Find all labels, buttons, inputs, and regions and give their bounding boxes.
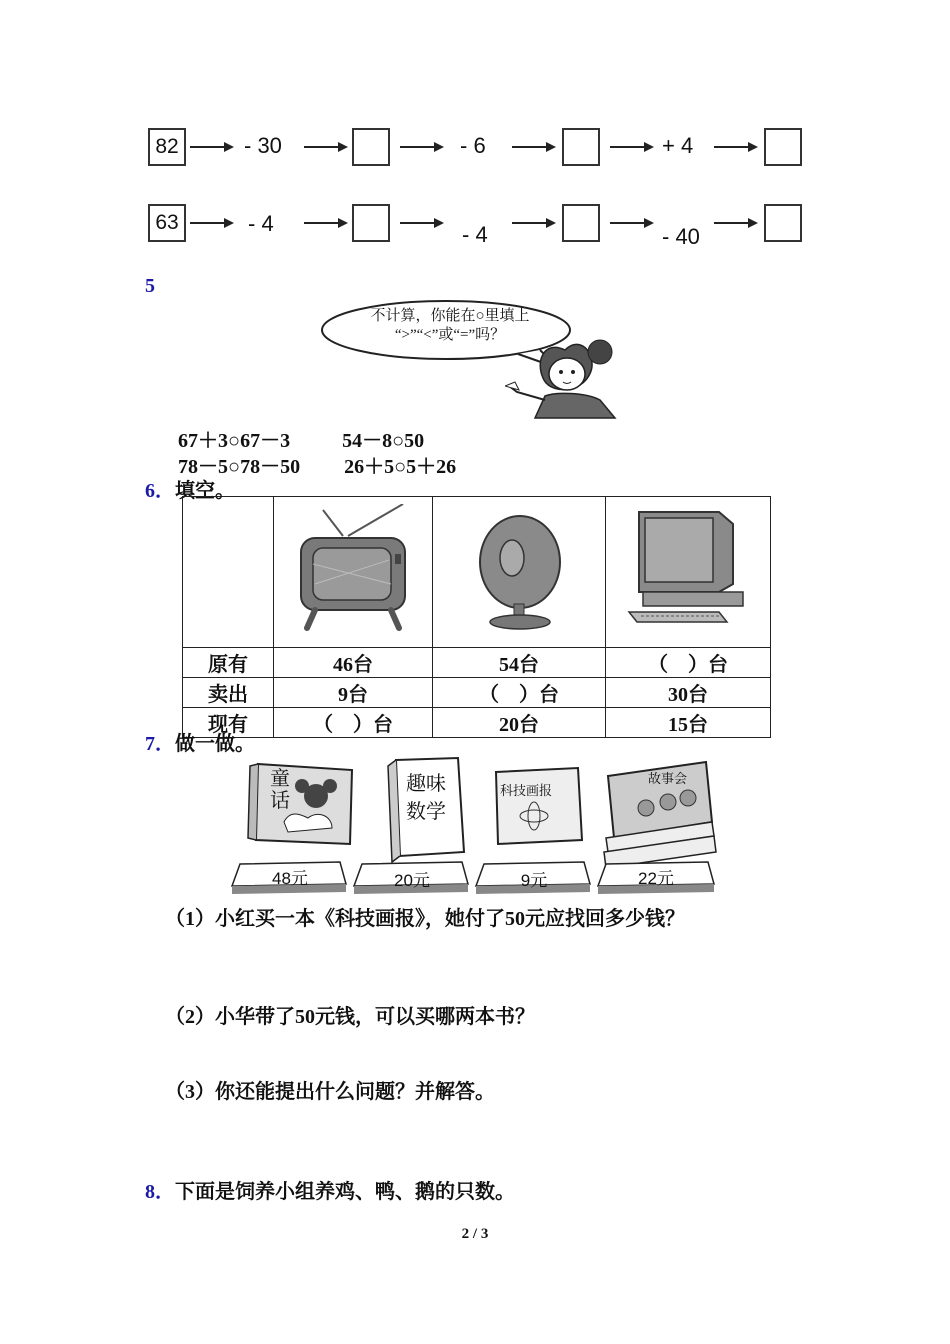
arrow-icon: [190, 138, 234, 156]
arrow-icon: [304, 214, 348, 232]
tv-icon: [293, 504, 413, 634]
question-7-heading: 7．做一做。: [145, 733, 255, 755]
price-tag: 48元: [272, 869, 308, 888]
table-cell[interactable]: （ ）台: [274, 708, 433, 738]
operation-label: - 30: [244, 133, 282, 158]
arrow-icon: [190, 214, 234, 232]
operation-label: + 4: [662, 133, 694, 158]
row-label: 现有: [183, 708, 274, 738]
operation-label: - 4: [462, 222, 488, 247]
answer-box[interactable]: [764, 204, 802, 242]
book-cover-title: 童话: [270, 768, 290, 812]
table-cell: 20台: [433, 708, 606, 738]
question-number: 7: [145, 733, 155, 755]
arrow-icon: [304, 138, 348, 156]
chain-start-box: 82: [148, 128, 186, 166]
answer-box[interactable]: [352, 204, 390, 242]
row-label: 原有: [183, 648, 274, 678]
table-cell: [183, 497, 274, 648]
fan-icon: [464, 504, 574, 634]
operation-label: - 4: [248, 211, 274, 236]
arrow-icon: [610, 138, 654, 156]
answer-box[interactable]: [352, 128, 390, 166]
question-number: 6: [145, 480, 155, 502]
arrow-icon: [610, 214, 654, 232]
table-cell: 15台: [606, 708, 771, 738]
table-cell: [274, 497, 433, 648]
row-label: 卖出: [183, 678, 274, 708]
question-item: （1）小红买一本《科技画报》，她付了50元应找回多少钱？: [165, 908, 685, 930]
comparison-item: 78－5○78－50: [178, 456, 301, 478]
arrow-icon: [512, 214, 556, 232]
girl-illustration: [505, 330, 630, 420]
operation-label: - 6: [460, 133, 486, 158]
speech-line: 不计算，你能在○里填上: [370, 308, 530, 324]
table-cell[interactable]: （ ）台: [433, 678, 606, 708]
arrow-icon: [714, 138, 758, 156]
table-cell[interactable]: （ ）台: [606, 648, 771, 678]
fill-table: [182, 496, 771, 738]
table-cell: [433, 497, 606, 648]
speech-line: “>”“<”或“=”吗？: [394, 327, 506, 343]
question-6-heading: 6．填空。: [145, 480, 235, 502]
table-cell: 9台: [274, 678, 433, 708]
question-number: 8: [145, 1181, 155, 1203]
question-item: （3）你还能提出什么问题？并解答。: [165, 1081, 495, 1103]
arrow-icon: [512, 138, 556, 156]
book-cover-title: 故事会: [648, 771, 688, 786]
answer-box[interactable]: [764, 128, 802, 166]
table-cell: [606, 497, 771, 648]
table-row: [183, 497, 771, 648]
book-cover-title: 科技画报: [500, 783, 553, 798]
answer-box[interactable]: [562, 204, 600, 242]
table-cell: 30台: [606, 678, 771, 708]
question-title: 下面是饲养小组养鸡、鸭、鹅的只数。: [175, 1181, 515, 1203]
table-cell: 46台: [274, 648, 433, 678]
operation-label: - 40: [662, 224, 700, 249]
question-title: 填空。: [175, 480, 235, 502]
chain-start-box: 63: [148, 204, 186, 242]
comparison-item: 67＋3○67－3: [178, 430, 291, 452]
book-cover-title: 趣味数学: [406, 773, 446, 823]
answer-box[interactable]: [562, 128, 600, 166]
comparison-row-1: [178, 424, 424, 453]
question-8-heading: 8．下面是饲养小组养鸡、鸭、鹅的只数。: [145, 1181, 515, 1203]
arrow-icon: [400, 138, 444, 156]
table-row: [183, 708, 771, 738]
price-tag: 22元: [638, 869, 674, 888]
question-item: （2）小华带了50元钱，可以买哪两本书？: [165, 1006, 535, 1028]
arrow-icon: [714, 214, 758, 232]
table-row: [183, 678, 771, 708]
question-title: 做一做。: [175, 733, 255, 755]
table-row: [183, 648, 771, 678]
page-number: 2 / 3: [461, 1226, 489, 1242]
price-tag: 9元: [520, 871, 548, 890]
question-number: 5: [145, 275, 155, 297]
comparison-item: 54－8○50: [342, 430, 425, 452]
arrow-icon: [400, 214, 444, 232]
computer-icon: [623, 504, 753, 634]
comparison-item: 26＋5○5＋26: [344, 456, 457, 478]
table-cell: 54台: [433, 648, 606, 678]
price-tag: 20元: [394, 871, 430, 890]
